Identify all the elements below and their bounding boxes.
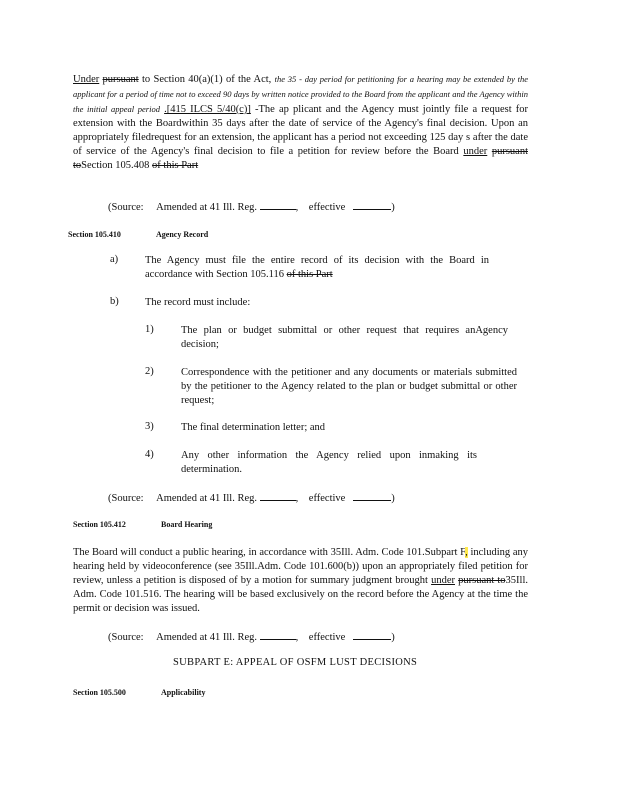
inserted-text: Under: [73, 74, 100, 85]
inserted-text: under: [463, 146, 488, 157]
section-heading: [73, 520, 212, 529]
highlighted-text: ,: [465, 547, 468, 558]
subitem-2-text: Correspondence with the petitioner and any documents or materials submitted by the petitioner to the Agency related to the plan or budget submittal or other request;: [181, 367, 517, 406]
item-b-text: The record must include:: [145, 297, 251, 308]
subitem-4-text: Any other information the Agency relied upon inmaking its determination.: [181, 450, 477, 475]
blank-line: [353, 490, 391, 501]
item-a-text: The Agency must file the entire record of its decision with the Board in accordance with Section 105.116 of this Part: [145, 255, 489, 280]
subitem-label: 2): [145, 366, 154, 377]
section-title: Agency Record: [156, 230, 209, 239]
item-label: b): [110, 296, 119, 307]
section-title: Board Hearing: [161, 520, 213, 529]
section-title: Applicability: [161, 688, 206, 697]
blank-line: [353, 629, 391, 640]
inserted-text: under: [431, 575, 455, 586]
section-number: Section 105.410: [68, 230, 121, 239]
deleted-text: pursuant to: [73, 146, 528, 171]
item-label: a): [110, 254, 119, 265]
section-number: Section 105.412: [73, 520, 126, 529]
blank-line: [260, 629, 296, 640]
body-text: Section 105.408: [81, 160, 150, 171]
source-note: (Source: Amended at 41 Ill. Reg. , effective ): [108, 629, 395, 643]
source-note: (Source: Amended at 41 Ill. Reg. , effective ): [108, 490, 395, 504]
blank-line: [260, 199, 296, 210]
section-number: Section 105.500: [73, 688, 126, 697]
deleted-text: of this Part: [286, 269, 333, 280]
section-heading: [73, 688, 205, 697]
body-text: -The ap plicant and the Agency must jointly file a request for extension with the Boardwithin 35 days after the date of service of the Agency's final decision. Upon an appropriately filedrequest for an extension, the applicant has a period not exceeding 125 day s after the date of service of the Agency's final decision to file a petition for review before the Board: [73, 104, 528, 157]
section-heading: [68, 230, 208, 239]
paragraph-extension: [73, 72, 528, 173]
paragraph-hearing: The Board will conduct a public hearing, in accordance with 35Ill. Adm. Code 101.Subpart F, including any hearing held by videoconference (see 35Ill.Adm. Code 101.600(b)) upon an appropriately filed petition for review, unless a petition is disposed of by a motion for summary judgment brought under pursuant to35Ill. Adm. Code 101.516. The hearing will be based exclusively on the record before the Agency at the time the permit or decision was issued.: [73, 547, 529, 614]
deleted-text: of this Part: [152, 160, 199, 171]
inserted-citation: .[415 ILCS 5/40(c)]: [164, 104, 251, 115]
source-note: (Source: Amended at 41 Ill. Reg. , effective ): [108, 199, 395, 213]
blank-line: [260, 490, 296, 501]
subitem-label: 1): [145, 324, 154, 335]
deleted-text: pursuant to: [458, 575, 506, 586]
deleted-text: pursuant: [102, 74, 139, 85]
body-text: to Section 40(a)(1) of the Act,: [142, 74, 272, 85]
subpart-heading: SUBPART E: APPEAL OF OSFM LUST DECISIONS: [173, 657, 418, 668]
subitem-label: 3): [145, 421, 154, 432]
statutory-italic-text: the 35 - day period for petitioning for a hearing may be extended by the applicant for a period of time not to exceed 90 days by written notice provided to the Board from the applicant and the Agency within the initial appeal period: [73, 74, 529, 114]
subitem-label: 4): [145, 449, 154, 460]
blank-line: [353, 199, 391, 210]
subitem-1-text: The plan or budget submittal or other request that requires anAgency decision;: [181, 325, 508, 350]
subitem-3-text: The final determination letter; and: [181, 422, 326, 433]
